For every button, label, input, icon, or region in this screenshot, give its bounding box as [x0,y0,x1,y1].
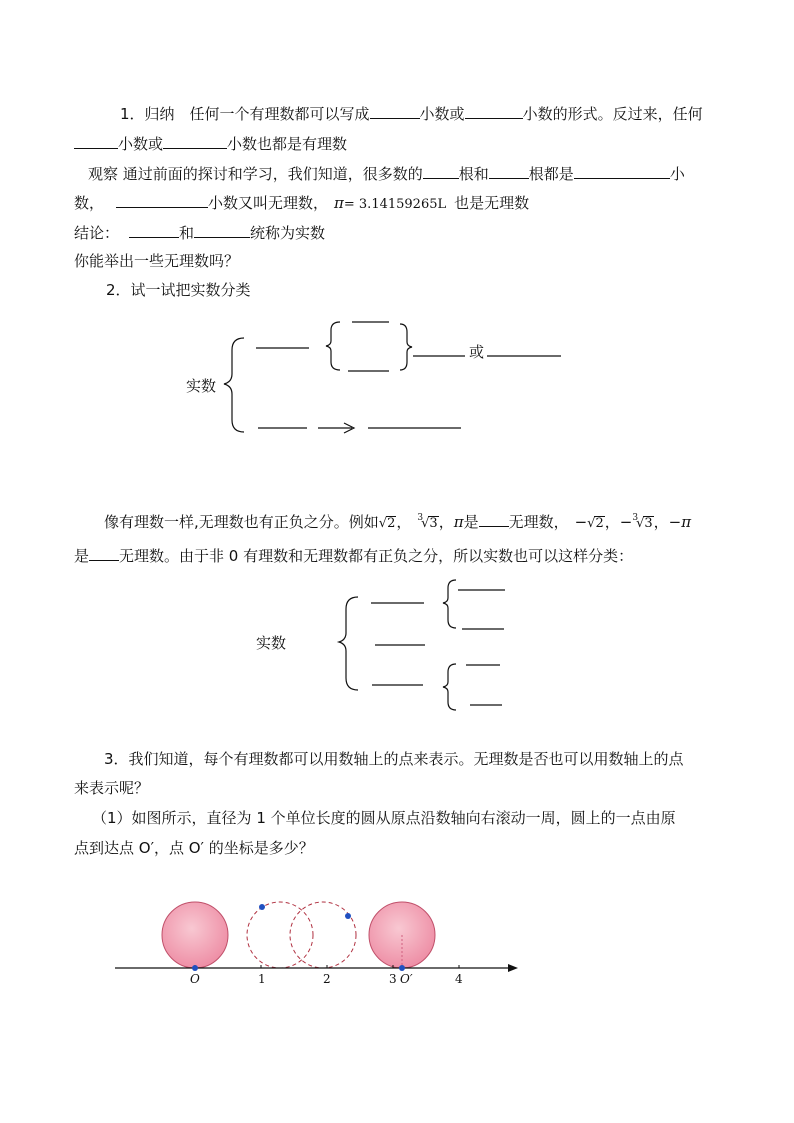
s1-l1-text-a: 1．归纳 任何一个有理数都可以写成 [120,105,370,123]
cbrt3-radicand: 3 [429,516,438,531]
number-axis-arrow [508,964,518,972]
point-on-dashed-1 [259,904,265,910]
para-text-b: 是 [463,513,479,531]
d1-right-brace [400,324,412,370]
rolling-circle-dashed-2 [290,902,356,968]
sqrt-sign-4: √ [636,516,645,531]
axis-label-o-prime: O′ [400,972,413,986]
sqrt-sign-2: √ [421,516,430,531]
sqrt-sign-3: √ [587,516,596,531]
para2-text-b: 无理数。由于非 0 有理数和无理数都有正负之分，所以实数也可以这样分类： [119,547,634,565]
rolling-circle-dashed-1 [247,902,313,968]
s3-q1-line1: （1）如图所示，直径为 1 个单位长度的圆从原点沿数轴向右滚动一周，圆上的一点由原 [92,809,676,827]
axis-label-2: 2 [323,972,331,986]
s3-q1-line2: 点到达点 O′，点 O′ 的坐标是多少？ [74,839,314,857]
axis-label-3: 3 [389,972,397,986]
neg-cbrt-index: 3 [632,513,639,523]
para-sep-2: ， [438,513,454,531]
point-origin [192,965,198,971]
obs-text-a: 观察 通过前面的探讨和学习，我们知道，很多数的 [88,165,423,183]
para-sep-4: ， [653,513,669,531]
obs2-text-c: 也是无理数 [454,194,530,212]
blank-sign-positive[interactable] [479,511,509,527]
diagram2-big-brace [339,597,358,690]
neg-sign-2: − [619,513,633,531]
para-text-a: 像有理数一样,无理数也有正负之分。例如 [104,513,379,531]
obs-text-d: 小 [669,165,685,183]
s1-l1-text-c: 小数的形式。反过来，任何 [522,105,703,123]
axis-label-origin: O [190,972,200,986]
neg-cbrt3-radicand: 3 [644,516,653,531]
cbrt-index: 3 [417,513,424,523]
s1-question: 你能举出一些无理数吗？ [74,252,240,270]
obs-text-b: 根和 [458,165,489,183]
pi-value: = 3.14159265L [343,197,447,212]
diagram2-root-label: 实数 [256,634,287,652]
axis-label-1: 1 [258,972,266,986]
s2-para-line2 [74,545,633,566]
neg-sign-1: − [574,513,588,531]
para-sep-3: ， [604,513,620,531]
point-on-dashed-2 [345,913,351,919]
obs2-text-b: 小数又叫无理数， [208,194,329,212]
axis-label-4: 4 [455,972,463,986]
sqrt2-radicand: 2 [387,516,396,531]
s3-line2: 来表示呢？ [74,779,150,797]
para-sep-1: ， [396,513,412,531]
concl-text-b: 和 [179,224,195,242]
para2-text-a: 是 [74,547,90,565]
d2-upper-brace [443,580,456,628]
neg-pi: −π [668,513,692,531]
s2-title: 2．试一试把实数分类 [106,281,251,299]
point-end [399,965,405,971]
neg-sqrt2-radicand: 2 [595,516,604,531]
diagram1-big-brace [224,338,244,432]
s2-para-line1 [104,508,691,534]
s1-l1-text-b: 小数或 [419,105,465,123]
start-circle [162,902,228,968]
diagram1-or-label: 或 [469,343,485,361]
pi-symbol: π [334,194,344,212]
s1-l2-text-a: 小数或 [118,135,164,153]
obs-text-c: 根都是 [528,165,574,183]
concl-text-a: 结论： [74,224,120,242]
obs2-text-a: 数， [74,194,105,212]
d1-small-brace [326,322,340,370]
d2-lower-brace [443,664,456,710]
s3-line1: 3．我们知道，每个有理数都可以用数轴上的点来表示。无理数是否也可以用数轴上的点 [104,750,684,768]
s1-l2-text-b: 小数也都是有理数 [227,135,348,153]
sqrt-sign-1: √ [378,516,388,531]
pi-symbol-2: π [453,513,464,531]
para-text-c: 无理数， [508,513,569,531]
diagram1-root-label: 实数 [186,377,217,395]
concl-text-c: 统称为实数 [250,224,326,242]
blank-sign-negative[interactable] [89,545,119,561]
